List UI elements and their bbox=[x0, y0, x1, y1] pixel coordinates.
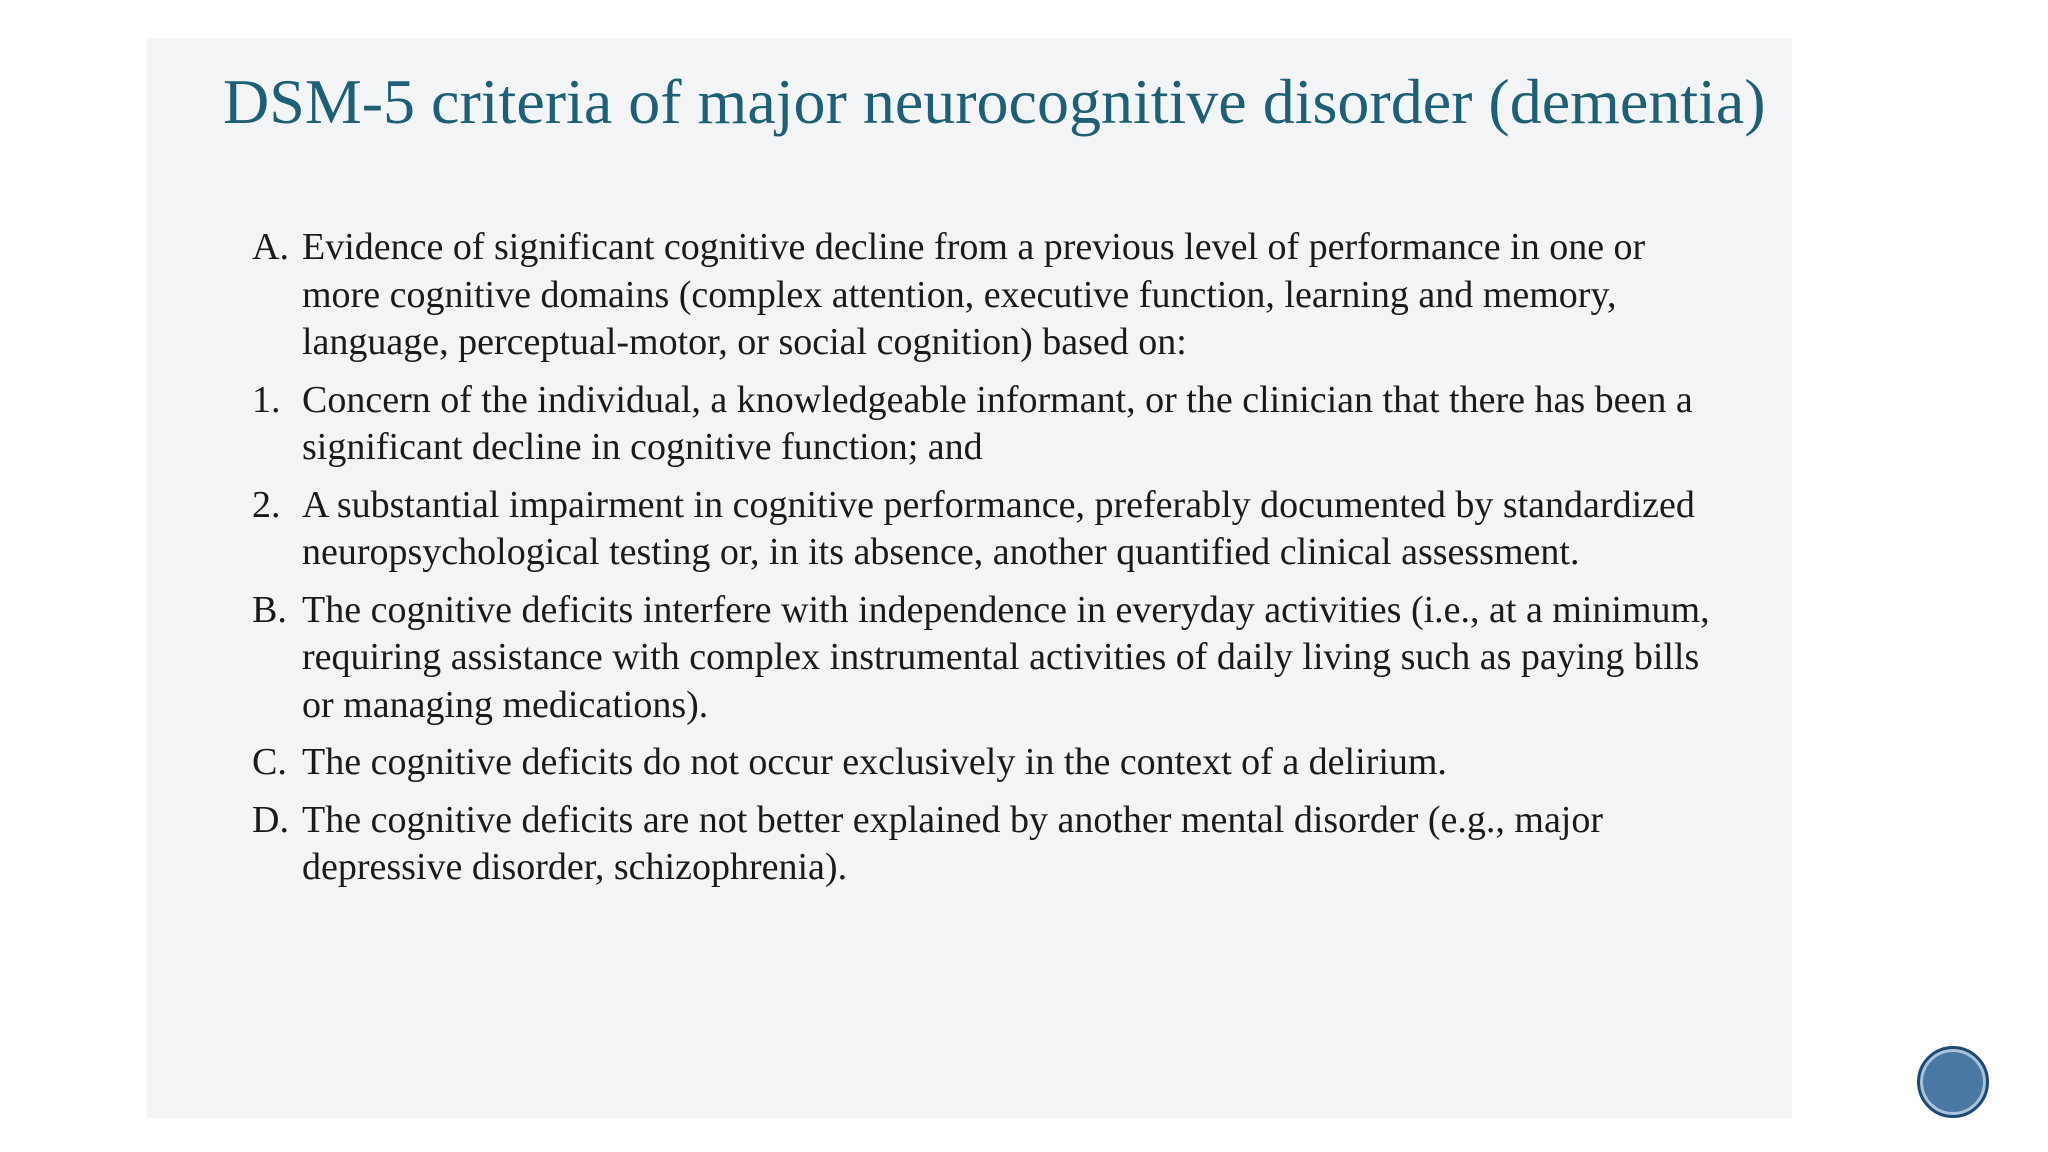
criterion-d bbox=[252, 797, 1732, 892]
criterion-text: The cognitive deficits do not occur exclusively in the context of a delirium. bbox=[302, 741, 1447, 783]
criterion-marker: D. bbox=[252, 798, 289, 841]
criterion-text: The cognitive deficits interfere with independence in everyday activities (i.e., at a minimum, requiring assistance with complex instrumental activities of daily living such as paying bills or managing medications). bbox=[302, 588, 1710, 726]
criterion-marker: B. bbox=[252, 588, 287, 631]
slide-title: DSM-5 criteria of major neurocognitive disorder (dementia) bbox=[223, 66, 1766, 137]
criterion-marker: A. bbox=[252, 226, 289, 268]
criterion-a bbox=[252, 224, 1732, 367]
criterion-a-2 bbox=[252, 482, 1732, 577]
criterion-a-1 bbox=[252, 377, 1732, 472]
criterion-marker: 2. bbox=[252, 483, 281, 526]
criterion-c bbox=[252, 739, 1732, 787]
criterion-marker: C. bbox=[252, 741, 287, 783]
criterion-text: Concern of the individual, a knowledgeable informant, or the clinician that there has been a significant decline in cognitive function; and bbox=[302, 378, 1693, 468]
criterion-text: Evidence of significant cognitive decline from a previous level of performance in one or more cognitive domains (complex attention, executive function, learning and memory, language, perceptual-motor, or social cognition) based on: bbox=[302, 226, 1646, 363]
criteria-list bbox=[252, 224, 1732, 902]
criterion-text: A substantial impairment in cognitive performance, preferably documented by standardized neuropsychological testing or, in its absence, another quantified clinical assessment. bbox=[302, 483, 1695, 573]
slide-nav-button[interactable] bbox=[1917, 1046, 1989, 1118]
criterion-text: The cognitive deficits are not better explained by another mental disorder (e.g., major depressive disorder, schizophrenia). bbox=[302, 798, 1604, 888]
criterion-marker: 1. bbox=[252, 378, 281, 421]
criterion-b bbox=[252, 587, 1732, 730]
